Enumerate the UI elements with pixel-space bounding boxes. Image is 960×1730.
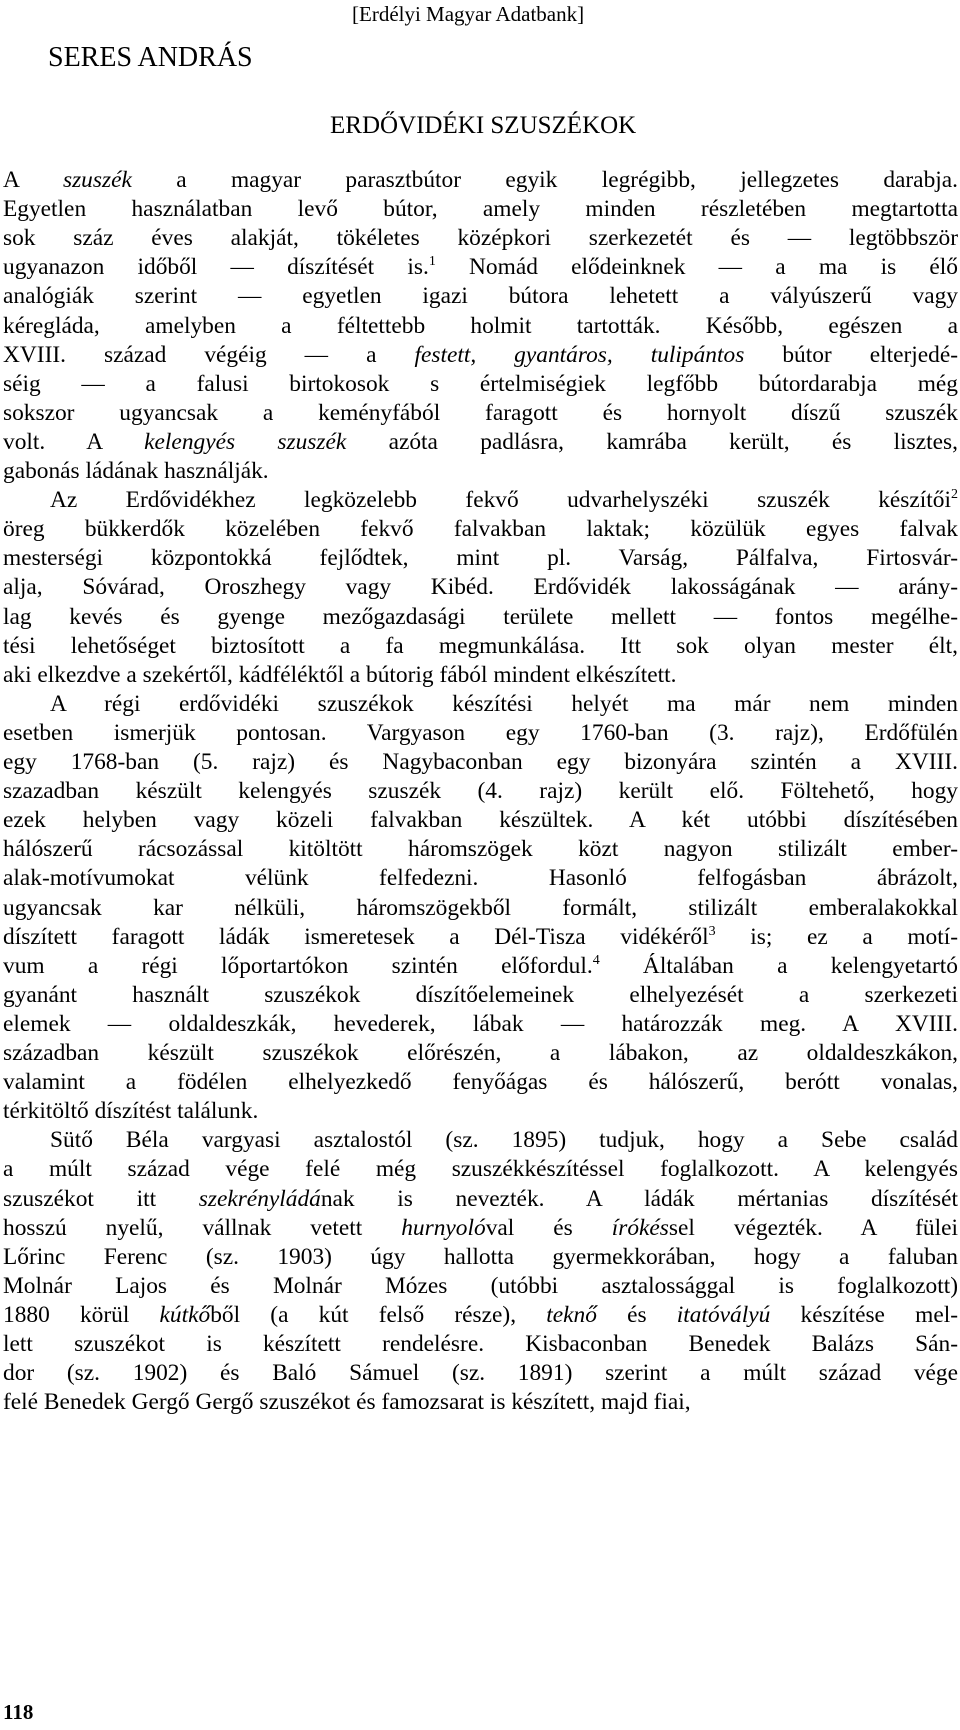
text-line [3,224,958,252]
text-run: aki elkezdve a szekértől, kádféléktől a bútorig fából mindent elkészített. [3,661,677,688]
text-run: val és [485,1214,612,1241]
italic-term: kelengyés szuszék [144,428,347,455]
text-run: Általában a kelengyetartó [599,952,958,979]
text-run: Lőrinc Ferenc (sz. 1903) úgy hallotta gyermekkorában, hogy a faluban [3,1243,958,1270]
text-run: valamint a födélen elhelyezkedő fenyőágas és hálószerű, berótt vonalas, [3,1069,958,1096]
text-run: séig — a falusi birtokosok s értelmiségiek legfőbb bútordarabja még [3,370,958,397]
footnote-ref: 1 [428,254,436,270]
text-line [3,370,958,398]
text-run: analógiák szerint — egyetlen igazi bútora lehetett a vályúszerű vagy [3,283,958,310]
text-run: készítése mel- [770,1301,958,1328]
text-line [50,690,958,718]
text-line [3,894,958,922]
text-line [50,486,958,514]
text-line [3,457,958,485]
text-run: és [596,1301,677,1328]
text-line [3,573,958,601]
text-run: térkitöltő díszítést találunk. [3,1098,259,1125]
text-line [3,1097,958,1125]
text-line [3,1039,958,1067]
text-run: lag kevés és gyenge mezőgazdasági területe mellett — fontos megélhe- [3,603,958,630]
text-line [3,1272,958,1300]
text-run: díszített faragott ládák ismeretesek a Dél-Tisza vidékéről [3,923,709,950]
text-line [3,777,958,805]
text-line [50,1126,958,1154]
text-line [3,719,958,747]
text-line [3,864,958,892]
text-run: kéregláda, amelyben a féltettebb holmit tartották. Később, egészen a [3,312,958,339]
text-run: gyanánt használt szuszékok díszítőelemeinek elhelyezését a szerkezeti [3,981,958,1008]
text-run: öreg bükkerdők közelében fekvő falvakban laktak; közülük egyes falvak [3,516,958,543]
text-run: hálószerű rácsozással kitöltött háromszögek közt nagyon stilizált ember- [3,836,958,863]
text-run: ugyanazon időből — díszítését is. [3,254,429,281]
text-run: XVIII. század végéig — a [3,341,415,368]
text-run: Sütő Béla vargyasi asztalostól (sz. 1895) tudjuk, hogy a Sebe család [50,1127,958,1154]
text-line [3,428,958,456]
text-run: 1880 körül [3,1301,160,1328]
text-line [3,1155,958,1183]
article-title: ERDŐVIDÉKI SZUSZÉKOK [330,112,637,139]
text-line [3,544,958,572]
text-line [3,1068,958,1096]
text-run: hosszú nyelű, vállnak vetett [3,1214,402,1241]
text-run: A [3,167,63,193]
italic-term: írókés [611,1214,669,1241]
text-line [3,1010,958,1038]
text-run: bútor elterjedé- [744,341,958,368]
text-run: gabonás ládának használják. [3,458,269,484]
text-line [3,253,958,281]
text-line [3,1185,958,1213]
text-line [3,603,958,631]
text-run: vum a régi lőportartókon szintén előfordul. [3,952,593,979]
text-line [3,981,958,1009]
source-label: [Erdélyi Magyar Adatbank] [352,2,585,26]
text-run: szazadban készült kelengyés szuszék (4. rajz) került elő. Föltehető, hogy [3,778,958,805]
italic-term: teknő [546,1301,597,1328]
text-line [3,166,958,194]
text-run: nak is nevezték. A ládák mértanias díszítését [320,1185,958,1212]
italic-term: szekrényládá [198,1185,321,1212]
text-line [3,806,958,834]
text-run: a magyar parasztbútor egyik legrégibb, jellegzetes darabja. [131,167,958,193]
text-run: tési lehetőséget biztosított a fa megmunkálása. Itt sok olyan mester élt, [3,632,958,659]
text-run: elemek — oldaldeszkák, hevederek, lábak — határozzák meg. A XVIII. [3,1010,958,1037]
page-number: 118 [3,1700,34,1724]
text-run: mesterségi központokká fejlődtek, mint pl. Varság, Pálfalva, Firtosvár- [3,545,958,572]
text-line [3,282,958,310]
text-run: Egyetlen használatban levő bútor, amely minden részletében megtartotta [3,196,958,223]
text-run: lett szuszékot is készített rendelésre. Kisbaconban Benedek Balázs Sán- [3,1331,958,1357]
text-run: esetben ismerjük pontosan. Vargyason egy 1760-ban (3. rajz), Erdőfülén [3,719,958,746]
text-run: alak-motívumokat vélünk felfedezni. Hasonló felfogásban ábrázolt, [3,865,958,892]
text-run: A régi erdővidéki szuszékok készítési helyét ma már nem minden [50,690,958,717]
text-line [3,1214,958,1242]
text-run: dor (sz. 1902) és Baló Sámuel (sz. 1891) szerint a múlt század vége [3,1360,958,1387]
text-line [3,1301,958,1329]
text-run: sok száz éves alakját, tökéletes középkori szerkezetét és — legtöbbször [3,225,958,252]
text-run: a múlt század vége felé még szuszékkészítéssel foglalkozott. A kelengyés [3,1156,958,1183]
text-run: szuszékot itt [3,1185,199,1212]
text-run: ugyancsak kar nélküli, háromszögekből formált, stilizált emberalakokkal [3,894,958,921]
text-line [3,515,958,543]
text-line [3,195,958,223]
text-run: felé Benedek Gergő Gergő szuszékot és famozsarat is készített, majd fiai, [3,1389,691,1416]
author-name: SERES ANDRÁS [48,42,253,73]
text-line [3,1388,958,1416]
text-run: ezek helyben vagy közeli falvakban készültek. A két utóbbi díszítésében [3,807,958,834]
text-run: Az Erdővidékhez legközelebb fekvő udvarhelyszéki szuszék készítői [50,487,951,514]
text-run: egy 1768-ban (5. rajz) és Nagybaconban egy bizonyára szintén a XVIII. [3,749,958,775]
text-run: Nomád elődeinknek — a ma is élő [435,254,958,281]
italic-term: itatóvályú [676,1301,771,1328]
text-line [3,923,958,951]
text-line [3,661,958,689]
text-line [3,835,958,863]
text-line [3,748,958,776]
text-line [3,632,958,660]
italic-term: festett, gyantáros, tulipántos [414,341,745,368]
text-line [3,399,958,427]
text-line [3,1330,958,1358]
text-run: ből (a kút felső része), [210,1301,547,1328]
text-run: volt. A [3,428,145,455]
text-line [3,1359,958,1387]
text-line [3,341,958,369]
text-run: Molnár Lajos és Molnár Mózes (utóbbi asztalossággal is foglalkozott) [3,1272,958,1299]
text-run: is; ez a motí- [715,923,958,950]
footnote-ref: 4 [592,952,600,968]
text-line [3,312,958,340]
text-line [3,952,958,980]
italic-term: hurnyoló [401,1214,486,1241]
text-run: sokszor ugyancsak a keményfából faragott és hornyolt díszű szuszék [3,399,958,426]
footnote-ref: 2 [951,487,958,503]
italic-term: kútkő [159,1301,211,1328]
text-run: alja, Sóvárad, Oroszhegy vagy Kibéd. Erdővidék lakosságának — arány- [3,574,958,601]
italic-term: szuszék [62,167,132,193]
text-run: században készült szuszékok előrészén, a lábakon, az oldaldeszkákon, [3,1040,958,1066]
footnote-ref: 3 [708,923,716,939]
text-run: sel végezték. A fülei [668,1214,958,1241]
text-run: azóta padlásra, kamrába került, és lisztes, [346,428,958,455]
text-line [3,1243,958,1271]
